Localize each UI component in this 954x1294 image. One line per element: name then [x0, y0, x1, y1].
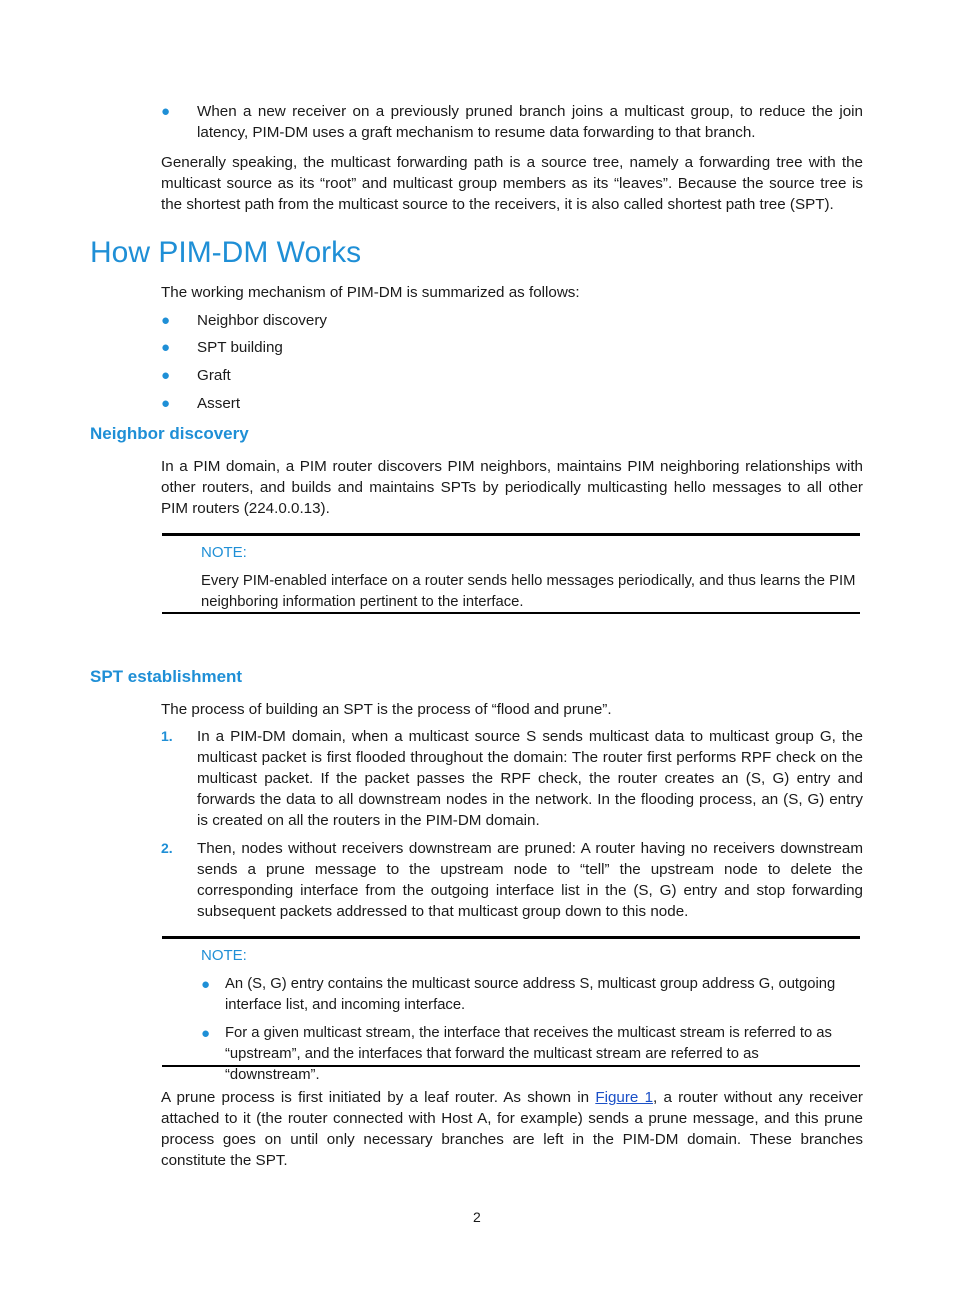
- step-text: In a PIM-DM domain, when a multicast source S sends multicast data to multicast group G, the multicast packet is first flooded throughout the domain: The router first performs RPF check on the multicast packet. If the packet passes the RPF check, the router creates an (S, G) entry and forwards the data to all downstream nodes in the network. In the flooding process, an (S, G) entry is created on all the routers in the PIM-DM domain.: [197, 728, 863, 829]
- note-item: For a given multicast stream, the interface that receives the multicast stream is referred to as “upstream”, and the interfaces that forward the multicast stream are referred to as “downstream”.: [225, 1025, 832, 1083]
- bullet-icon: ●: [201, 976, 211, 993]
- step-number: 2.: [161, 840, 173, 856]
- closing-text-before: A prune process is first initiated by a leaf router. As shown in: [161, 1089, 596, 1106]
- note-bottom-rule: [162, 612, 860, 614]
- step-text: Then, nodes without receivers downstream are pruned: A router having no receivers downstream sends a prune message to the upstream node to “tell” the upstream node to delete the corresponding interface from the outgoing interface list in the (S, G) entry and stop forwarding subsequent packets addressed to that multicast group down to this node.: [197, 840, 863, 920]
- note-top-rule: [162, 533, 860, 536]
- note-text: Every PIM-enabled interface on a router sends hello messages periodically, and thus learns the PIM neighboring information pertinent to the interface.: [201, 573, 856, 610]
- list-item: Graft: [197, 367, 231, 384]
- closing-text-after: , a router without any receiver attached to it (the router connected with Host A, for example) sends a prune message, and this prune process goes on until only necessary branches are left in the PIM-DM domain. These branches constitute the SPT.: [161, 1089, 863, 1169]
- bullet-icon: ●: [201, 1025, 211, 1042]
- how-intro: The working mechanism of PIM-DM is summarized as follows:: [161, 284, 580, 301]
- list-item: SPT building: [197, 339, 283, 356]
- note-label: NOTE:: [201, 947, 247, 964]
- note-label: NOTE:: [201, 544, 247, 561]
- bullet-icon: ●: [161, 339, 171, 356]
- bullet-icon: ●: [161, 312, 171, 329]
- neighbor-paragraph: In a PIM domain, a PIM router discovers PIM neighbors, maintains PIM neighboring relationships with other routers, and builds and maintains SPTs by periodically multicasting hello messages to all other PIM routers (224.0.0.13).: [161, 458, 863, 517]
- intro-bullet-text: When a new receiver on a previously pruned branch joins a multicast group, to reduce the join latency, PIM-DM uses a graft mechanism to resume data forwarding to that branch.: [197, 103, 863, 141]
- note-item: An (S, G) entry contains the multicast source address S, multicast group address G, outgoing interface list, and incoming interface.: [225, 976, 836, 1013]
- bullet-icon: ●: [161, 395, 171, 412]
- section-title-spt-establishment: SPT establishment: [90, 667, 243, 686]
- intro-paragraph: Generally speaking, the multicast forwarding path is a source tree, namely a forwarding tree with the multicast source as its “root” and multicast group members as its “leaves”. Because the source tree is the shortest path from the multicast source to the receivers, it is also called shortest path tree (SPT).: [161, 154, 863, 213]
- figure-1-link[interactable]: Figure 1: [595, 1089, 654, 1106]
- list-item: Neighbor discovery: [197, 312, 327, 329]
- page-number: 2: [473, 1209, 481, 1225]
- note-top-rule: [162, 936, 860, 939]
- closing-paragraph: [161, 1087, 863, 1171]
- section-title-neighbor-discovery: Neighbor discovery: [90, 424, 249, 443]
- note-bottom-rule: [162, 1065, 860, 1067]
- bullet-icon: ●: [161, 367, 171, 384]
- step-number: 1.: [161, 728, 173, 744]
- spt-intro: The process of building an SPT is the process of “flood and prune”.: [161, 701, 612, 718]
- bullet-icon: ●: [161, 103, 171, 120]
- list-item: Assert: [197, 395, 241, 412]
- section-title-how-pim-dm-works: How PIM-DM Works: [90, 236, 362, 269]
